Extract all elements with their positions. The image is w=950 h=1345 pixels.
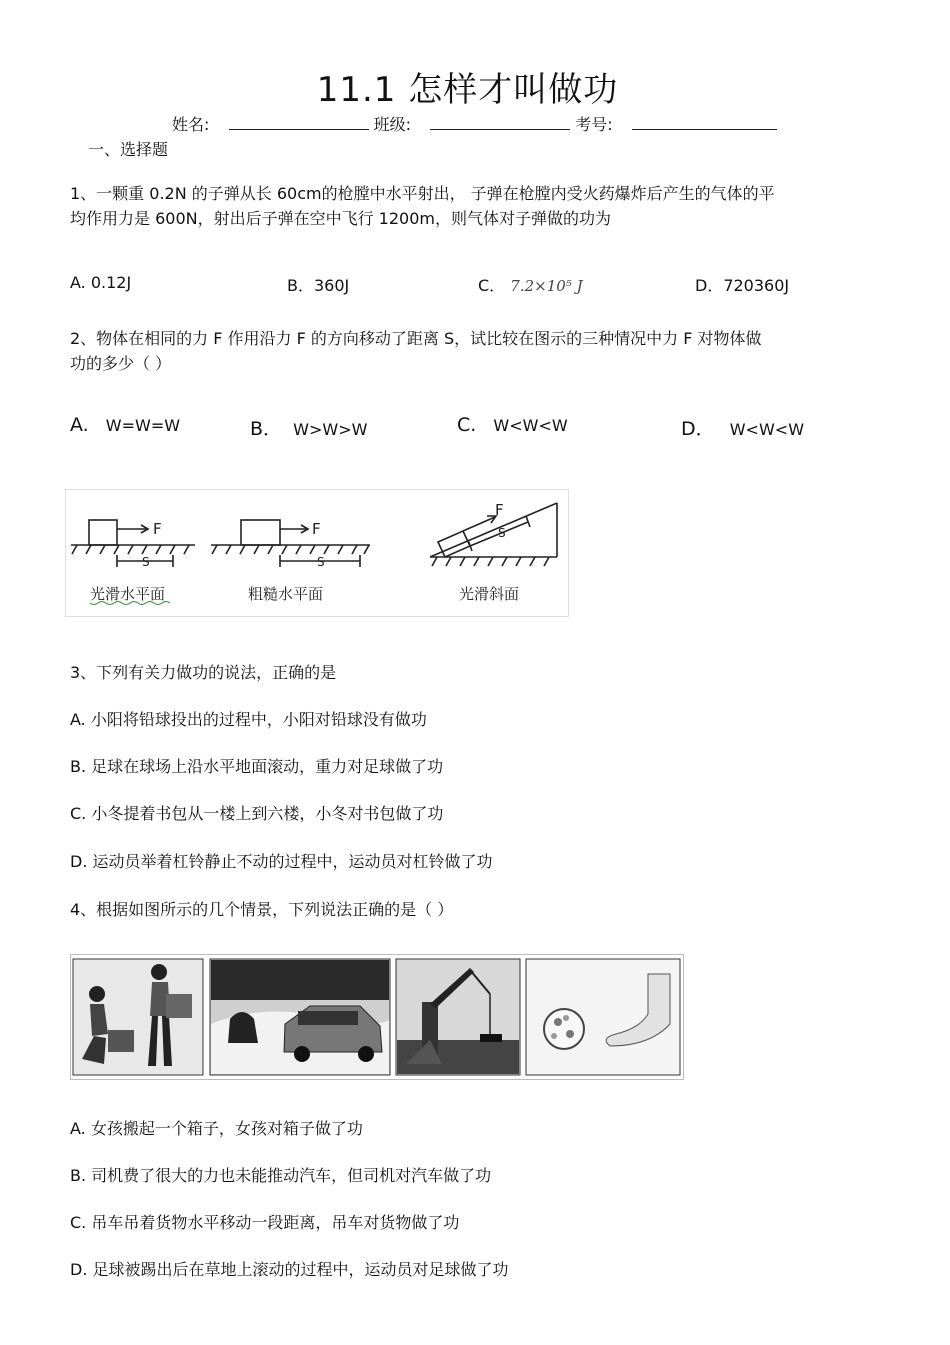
q2-option-d-text: W<W<W bbox=[729, 420, 805, 439]
photo-driver-pushing-car bbox=[210, 959, 390, 1075]
panel1-distance-label: S bbox=[142, 555, 150, 569]
q1-option-c-formula: 7.2×10⁵ J bbox=[510, 277, 583, 295]
q1-option-d[interactable]: D．720360J bbox=[695, 276, 790, 295]
panel2-label: 粗糙水平面 bbox=[248, 585, 324, 603]
q4-option-b[interactable]: B. 司机费了很大的力也未能推动汽车，但司机对汽车做了功 bbox=[70, 1166, 492, 1185]
panel2-distance-label: S bbox=[317, 555, 325, 569]
q2-option-c-text: W<W<W bbox=[493, 416, 568, 435]
q3-stem: 3、下列有关力做功的说法，正确的是 bbox=[70, 663, 337, 682]
panel1-force-label: F bbox=[153, 520, 162, 538]
q4-option-c[interactable]: C. 吊车吊着货物水平移动一段距离，吊车对货物做了功 bbox=[70, 1213, 460, 1232]
name-blank[interactable] bbox=[229, 115, 369, 130]
q1-option-b[interactable]: B．360J bbox=[287, 276, 350, 295]
q4-scenario-photos bbox=[70, 954, 684, 1080]
q2-force-diagrams bbox=[65, 489, 569, 617]
q1-stem-line1: 1、一颗重 0.2N 的子弹从长 60cm的枪膛中水平射出， 子弹在枪膛内受火药爆炸后产生的气体的平 bbox=[70, 184, 775, 203]
exam-number-label: 考号: bbox=[575, 115, 613, 134]
photo-ball-rolling bbox=[526, 959, 680, 1075]
q3-option-d[interactable]: D. 运动员举着杠铃静止不动的过程中，运动员对杠铃做了功 bbox=[70, 852, 493, 871]
q2-stem-line1: 2、物体在相同的力 F 作用沿力 F 的方向移动了距离 S，试比较在图示的三种情况中力 F 对物体做 bbox=[70, 329, 762, 348]
section-heading: 一、选择题 bbox=[88, 140, 169, 159]
q2-option-a[interactable] bbox=[70, 414, 180, 436]
panel3-label: 光滑斜面 bbox=[459, 585, 520, 603]
photo-crane-moving-cargo bbox=[396, 959, 520, 1075]
panel-smooth-horizontal bbox=[71, 520, 195, 567]
panel-smooth-incline bbox=[430, 503, 557, 566]
panel2-force-label: F bbox=[312, 520, 321, 538]
exam-number-blank[interactable] bbox=[632, 115, 777, 130]
q4-stem: 4、根据如图所示的几个情景，下列说法正确的是（ ） bbox=[70, 900, 454, 919]
q4-option-d[interactable]: D. 足球被踢出后在草地上滚动的过程中，运动员对足球做了功 bbox=[70, 1260, 509, 1279]
panel-rough-horizontal bbox=[211, 520, 370, 567]
name-label: 姓名: bbox=[172, 115, 210, 134]
q2-stem-line2: 功的多少（ ） bbox=[70, 354, 172, 373]
q2-option-b[interactable] bbox=[250, 414, 367, 441]
q3-option-b[interactable]: B. 足球在球场上沿水平地面滚动，重力对足球做了功 bbox=[70, 757, 444, 776]
photo-girl-lifting-box bbox=[73, 959, 203, 1075]
q2-option-d-letter: D． bbox=[681, 418, 715, 440]
q3-option-a[interactable]: A. 小阳将铅球投出的过程中，小阳对铅球没有做功 bbox=[70, 710, 427, 729]
q4-option-a[interactable]: A. 女孩搬起一个箱子，女孩对箱子做了功 bbox=[70, 1119, 363, 1138]
q1-option-a[interactable]: A. 0.12J bbox=[70, 273, 132, 292]
q2-option-b-text: W>W>W bbox=[293, 420, 368, 439]
panel3-distance-label: S bbox=[498, 526, 506, 540]
page-title: 11.1 怎样才叫做功 bbox=[316, 70, 619, 110]
panel3-force-label: F bbox=[495, 501, 504, 519]
q1-option-c-letter: C． bbox=[478, 276, 506, 295]
q3-option-c[interactable]: C. 小冬提着书包从一楼上到六楼，小冬对书包做了功 bbox=[70, 804, 444, 823]
q2-option-a-letter: A. bbox=[70, 414, 89, 436]
q2-option-c[interactable] bbox=[457, 414, 568, 436]
q2-option-d[interactable] bbox=[681, 414, 804, 441]
q1-option-c[interactable] bbox=[478, 273, 583, 296]
q2-option-b-letter: B． bbox=[250, 418, 283, 440]
student-info-line bbox=[172, 112, 777, 135]
q2-option-c-letter: C. bbox=[457, 414, 477, 436]
panel1-label: 光滑水平面 bbox=[90, 585, 166, 603]
class-blank[interactable] bbox=[430, 115, 570, 130]
class-label: 班级: bbox=[373, 115, 411, 134]
q2-option-a-text: W=W=W bbox=[105, 416, 181, 435]
q1-stem-line2: 均作用力是 600N，射出后子弹在空中飞行 1200m，则气体对子弹做的功为 bbox=[70, 209, 611, 228]
